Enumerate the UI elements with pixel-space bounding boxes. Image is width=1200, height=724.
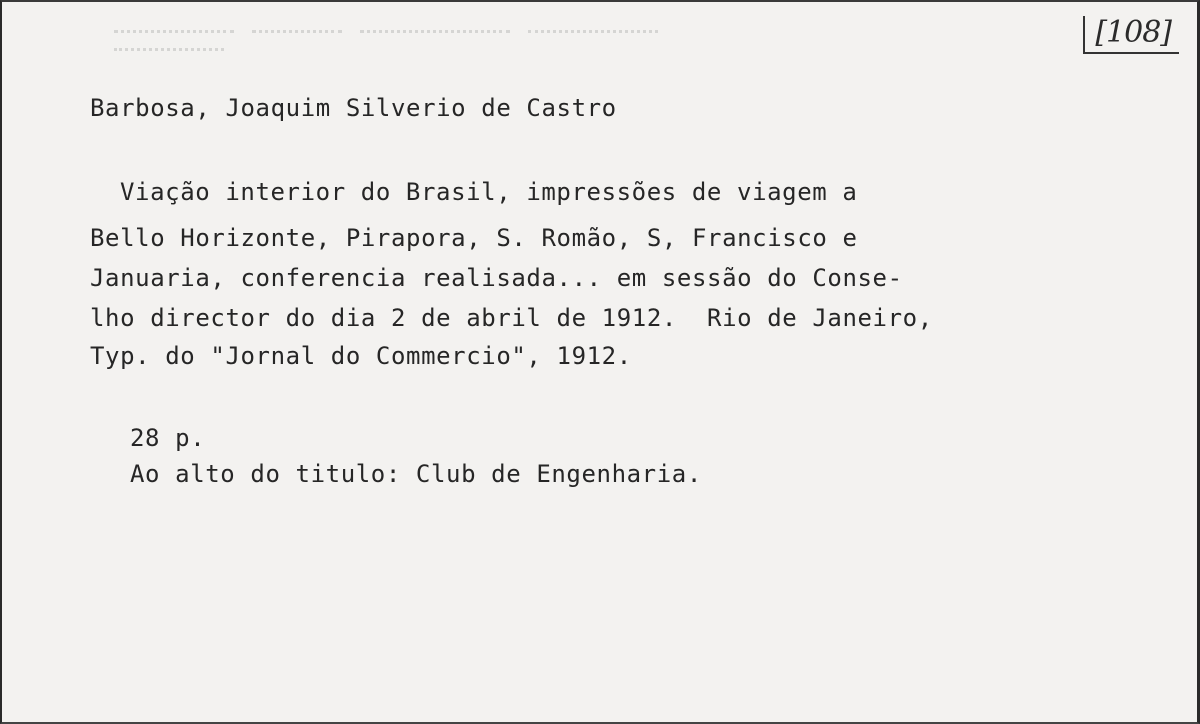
title-line-5: Typ. do "Jornal do Commercio", 1912. [90, 342, 632, 370]
title-line-2: Bello Horizonte, Pirapora, S. Romão, S, Francisco e [90, 224, 858, 252]
title-line-4: lho director do dia 2 de abril de 1912. Rio de Janeiro, [90, 304, 933, 332]
call-number: [108] [1083, 16, 1179, 54]
author-heading: Barbosa, Joaquim Silverio de Castro [90, 94, 617, 122]
title-line-3: Januaria, conferencia realisada... em sessão do Conse- [90, 264, 903, 292]
title-line-1: Viação interior do Brasil, impressões de viagem a [120, 178, 858, 206]
note: Ao alto do titulo: Club de Engenharia. [130, 460, 702, 488]
collation: 28 p. [130, 424, 206, 452]
faded-show-through-text [114, 26, 794, 52]
